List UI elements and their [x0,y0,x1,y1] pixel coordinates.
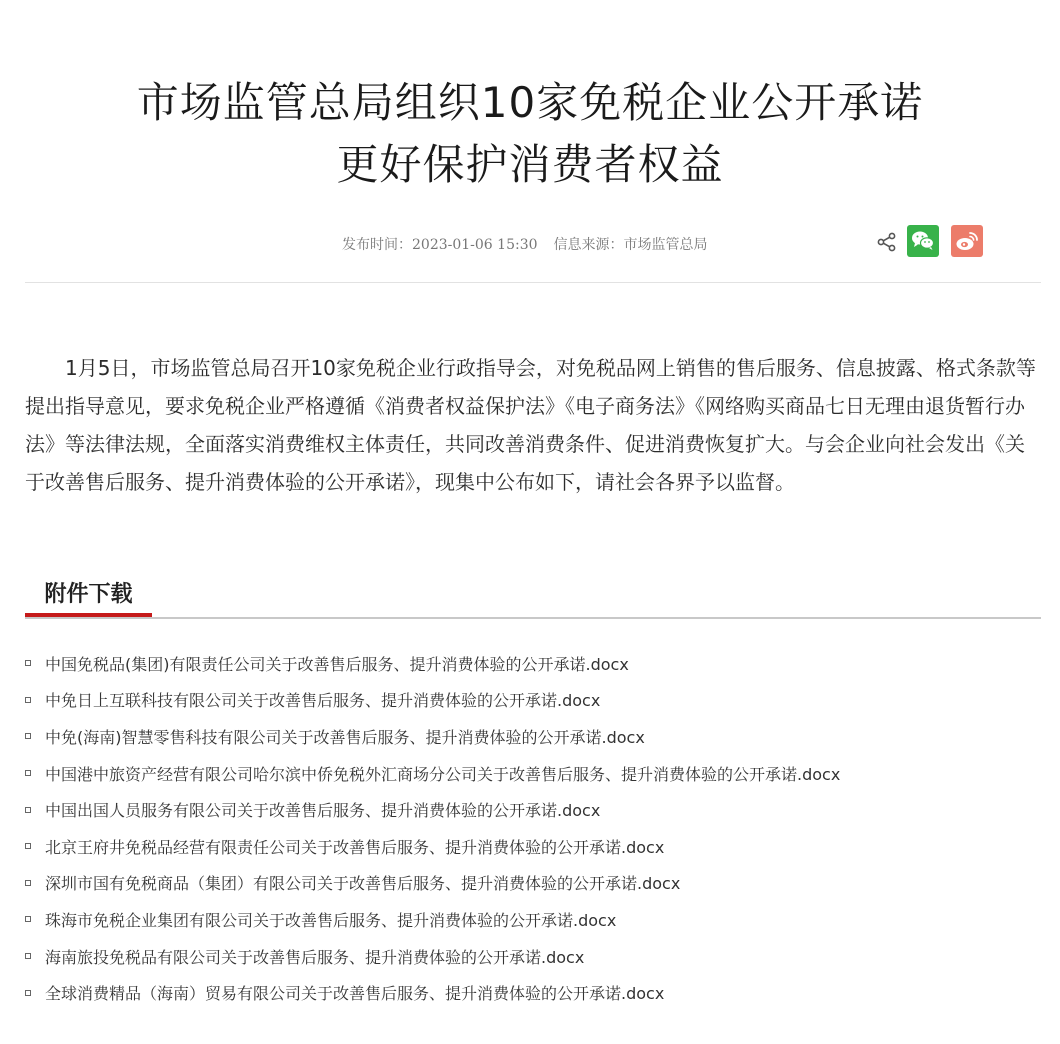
attachment-item [25,974,840,1011]
attachment-link[interactable]: 中国免税品(集团)有限责任公司关于改善售后服务、提升消费体验的公开承诺.docx [45,654,629,674]
publish-time: 2023-01-06 15:30 [412,237,538,253]
attachments-list [25,645,840,1011]
square-bullet-icon [25,990,31,996]
source-value: 市场监管总局 [623,237,708,253]
wechat-share-button[interactable] [907,225,939,257]
article-title-line-1: 市场监管总局组织10家免税企业公开承诺 [136,78,924,127]
attachment-item [25,865,840,902]
square-bullet-icon [25,916,31,922]
header-divider [25,282,1041,283]
article-meta [342,234,708,254]
attachment-link[interactable]: 中国出国人员服务有限公司关于改善售后服务、提升消费体验的公开承诺.docx [45,801,601,821]
square-bullet-icon [25,807,31,813]
square-bullet-icon [25,953,31,959]
article-body: 1月5日，市场监管总局召开10家免税企业行政指导会，对免税品网上销售的售后服务、信息披露、格式条款等提出指导意见，要求免税企业严格遵循《消费者权益保护法》《电子商务法》《网络购买商品七日无理由退货暂行办法》等法律法规，全面落实消费维权主体责任，共同改善消费条件、促进消费恢复扩大。与会企业向社会发出《关于改善售后服务、提升消费体验的公开承诺》，现集中公布如下，请社会各界予以监督。 [25,356,1036,494]
attachment-link[interactable]: 全球消费精品（海南）贸易有限公司关于改善售后服务、提升消费体验的公开承诺.docx [45,984,665,1004]
square-bullet-icon [25,880,31,886]
square-bullet-icon [25,733,31,739]
weibo-share-button[interactable] [951,225,983,257]
attachment-link[interactable]: 中免日上互联科技有限公司关于改善售后服务、提升消费体验的公开承诺.docx [45,691,601,711]
attachment-item [25,645,840,682]
attachment-item [25,718,840,755]
attachment-link[interactable]: 海南旅投免税品有限公司关于改善售后服务、提升消费体验的公开承诺.docx [45,947,585,967]
attachment-item [25,938,840,975]
attachment-item [25,791,840,828]
share-icon[interactable] [876,232,898,252]
attachment-item [25,682,840,719]
attachment-link[interactable]: 中免(海南)智慧零售科技有限公司关于改善售后服务、提升消费体验的公开承诺.docx [45,727,645,747]
weibo-icon [951,225,983,257]
attachment-link[interactable]: 北京王府井免税品经营有限责任公司关于改善售后服务、提升消费体验的公开承诺.docx [45,837,665,857]
attachment-item [25,828,840,865]
square-bullet-icon [25,770,31,776]
square-bullet-icon [25,697,31,703]
article-title [0,72,1060,196]
attachment-item [25,755,840,792]
wechat-icon [907,225,939,257]
attachment-item [25,901,840,938]
publish-label: 发布时间： [342,237,412,253]
square-bullet-icon [25,843,31,849]
attachments-header [25,575,1041,619]
source-label: 信息来源： [553,237,624,253]
article-title-line-2: 更好保护消费者权益 [336,140,724,189]
attachment-link[interactable]: 珠海市免税企业集团有限公司关于改善售后服务、提升消费体验的公开承诺.docx [45,910,617,930]
attachments-title: 附件下载 [25,575,152,617]
attachment-link[interactable]: 深圳市国有免税商品（集团）有限公司关于改善售后服务、提升消费体验的公开承诺.docx [45,874,681,894]
attachment-link[interactable]: 中国港中旅资产经营有限公司哈尔滨中侨免税外汇商场分公司关于改善售后服务、提升消费体验的公开承诺.docx [45,764,841,784]
square-bullet-icon [25,660,31,666]
